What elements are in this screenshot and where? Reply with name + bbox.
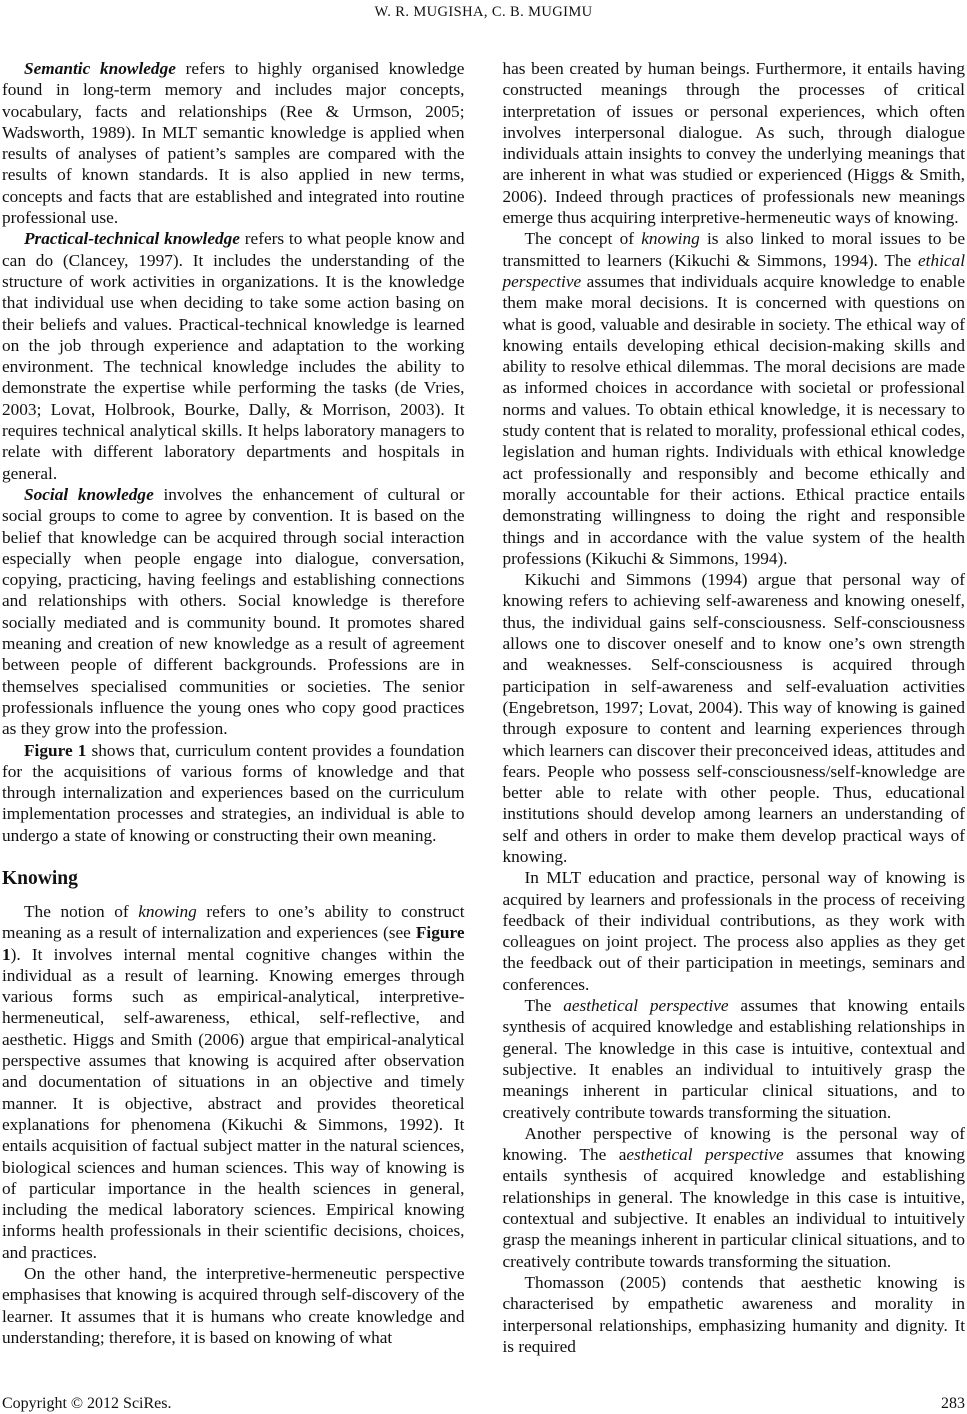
- left-column: [2, 58, 465, 1357]
- text-segment: esthetical perspective: [626, 1145, 784, 1165]
- text-segment: Practical-technical knowledge: [24, 229, 240, 249]
- paragraph: has been created by human beings. Furthermore, it entails having constructed meanings through the processes of critical interpretation of issues or personal experiences, which often involves interpersonal dialogue. As such, through dialogue individuals attain insights to convey the underlying meanings that are inherent in what was studied or experienced (Higgs & Smith, 2006). Indeed through practices of professionals new meanings emerge thus acquiring interpretive-hermeneutic ways of knowing.: [502, 59, 965, 228]
- text-segment: ethical perspective: [502, 250, 965, 291]
- text-segment: Semantic knowledge: [24, 59, 176, 78]
- paragraph: Social knowledge involves the enhancement of cultural or social groups to come to agree by convention. It is based on the belief that knowledge can be acquired through social interaction especially when people engage into dialogue, conversation, copying, practicing, having feelings and establishing connections and relationships with others. Social knowledge is therefore socially mediated and is community bound. It promotes shared meaning and creation of new knowledge as a result of agreement between people of different backgrounds. Professions are in themselves specialised communities or societies. The senior professionals influence the young ones who copy good practices as they grow into the profession.: [2, 484, 465, 739]
- text-segment: Figure 1: [2, 923, 465, 964]
- two-column-body: [0, 58, 967, 1357]
- paragraph: The concept of knowing is also linked to moral issues to be transmitted to learners (Kikuchi & Simmons, 1994). The ethical perspective assumes that individuals acquire knowledge to enable them make moral decisions. It is concerned with questions on what is good, valuable and desirable in society. The ethical way of knowing entails developing ethical decision-making skills and ability to resolve ethical dilemmas. The moral decisions are made as informed choices in accordance with societal or professional norms and values. To obtain ethical knowledge, it is necessary to study content that is related to morality, professional ethical codes, legislation and human rights. Individuals with ethical knowledge act professionally and responsibly and become ethically and morally accountable for their actions. Ethical practice entails demonstrating willingness to doing the right and responsible things and in accordance with the value system of the health professions (Kikuchi & Simmons, 1994).: [502, 229, 965, 568]
- paragraph: Figure 1 shows that, curriculum content provides a foundation for the acquisitions of various forms of knowledge and that through internalization and experiences based on the curriculum implementation processes and strategies, an individual is able to undergo a state of knowing or constructing their own meaning.: [2, 740, 465, 845]
- paragraph: The aesthetical perspective assumes that knowing entails synthesis of acquired knowledge and establishing relationships in general. The knowledge in this case is intuitive, contextual and subjective. It enables an individual to intuitively grasp the meanings inherent in particular clinical situations, and to creatively contribute towards transforming the situation.: [502, 996, 966, 1122]
- text-segment: knowing: [641, 229, 700, 249]
- paragraph: Semantic knowledge refers to highly organised knowledge found in long-term memory and includes major concepts, vocabulary, facts and relationships (Ree & Urmson, 2005; Wadsworth, 1989). In MLT semantic knowledge is applied when results of analyses of patient’s samples are compared with the results of known standards. It is also applied in new terms, concepts and facts that are established and integrated into routine professional use.: [2, 59, 465, 228]
- page-footer: [2, 1395, 965, 1413]
- section-heading: Knowing: [2, 867, 78, 889]
- text-segment: aesthetical perspective: [563, 996, 729, 1016]
- page-number: 283: [941, 1395, 965, 1412]
- copyright-notice: Copyright © 2012 SciRes.: [2, 1395, 172, 1412]
- right-column: [503, 58, 966, 1357]
- paragraph: Another perspective of knowing is the personal way of knowing. The aesthetical perspective assumes that knowing entails synthesis of acquired knowledge and establishing relationships in general. The knowledge in this case is intuitive, contextual and subjective. It enables an individual to intuitively grasp the meanings inherent in particular clinical situations, and to creatively contribute towards transforming the situation.: [502, 1123, 966, 1271]
- paragraph: In MLT education and practice, personal way of knowing is acquired by learners and professionals in the process of receiving feedback of their individual contributions, as they work with colleagues on joint project. The process also applies as they get the feedback out of their participation in meetings, seminars and conferences.: [502, 868, 965, 994]
- paragraph: Kikuchi and Simmons (1994) argue that personal way of knowing refers to achieving self-awareness and knowing oneself, thus, the individual gains self-consciousness. Self-consciousness allows one to discover oneself and to know one’s own strength and weaknesses. Self-consciousness is acquired through participation in self-awareness and self-evaluation activities (Engebretson, 1997; Lovat, 2004). This way of knowing is gained through exposure to content and learning experiences through which learners can discover their preconceived ideas, attitudes and fears. People who possess self-consciousness/self-knowledge are better able to relate with other people. Thus, educational institutions should develop among learners an understanding of self and others in order to make them develop practical ways of knowing.: [502, 570, 965, 866]
- paragraph: Thomasson (2005) contends that aesthetic knowing is characterised by empathetic awareness and morality in interpersonal relationships, emphasizing humanity and dignity. It is required: [502, 1272, 965, 1356]
- paragraph: On the other hand, the interpretive-hermeneutic perspective emphasises that knowing is acquired through self-discovery of the learner. It assumes that it is humans who create knowledge and understanding; therefore, it is based on knowing of what: [2, 1264, 465, 1347]
- running-head: W. R. MUGISHA, C. B. MUGIMU: [374, 4, 593, 20]
- text-segment: Social knowledge: [24, 484, 154, 504]
- text-segment: knowing: [138, 901, 197, 921]
- text-segment: Figure 1: [24, 740, 87, 760]
- paragraph: Practical-technical knowledge refers to what people know and can do (Clancey, 1997). It includes the understanding of the structure of work activities in organizations. It is the knowledge that individual use when deciding to take some action basing on their beliefs and values. Practical-technical knowledge is learned on the job through experience and adaptation to the working environment. The technical knowledge includes the ability to demonstrate the expertise while performing the tasks (de Vries, 2003; Lovat, Holbrook, Bourke, Dally, & Morrison, 2003). It requires technical analytical skills. It helps laboratory managers to relate with different laboratory departments and hospitals in general.: [2, 229, 465, 483]
- paragraph: The notion of knowing refers to one’s ability to construct meaning as a result of internalization and experiences (see Figure 1). It involves internal mental cognitive changes within the individual as a result of learning. Knowing emerges through various forms such as empirical-analytical, interpretive-hermeneutical, self-awareness, ethical, self-reflective, and aesthetic. Higgs and Smith (2006) argue that empirical-analytical perspective assumes that knowing is acquired after observation and documentation of situations in an objective and timely manner. It is objective, abstract and provides theoretical explanations for phenomena (Kikuchi & Simmons, 1992). It entails acquisition of factual subject matter in the natural sciences, biological sciences and human sciences. This way of knowing is of particular importance in the health sciences in general, including the medical laboratory sciences. Empirical knowing informs health professionals in their scientific decisions, choices, and practices.: [2, 901, 465, 1262]
